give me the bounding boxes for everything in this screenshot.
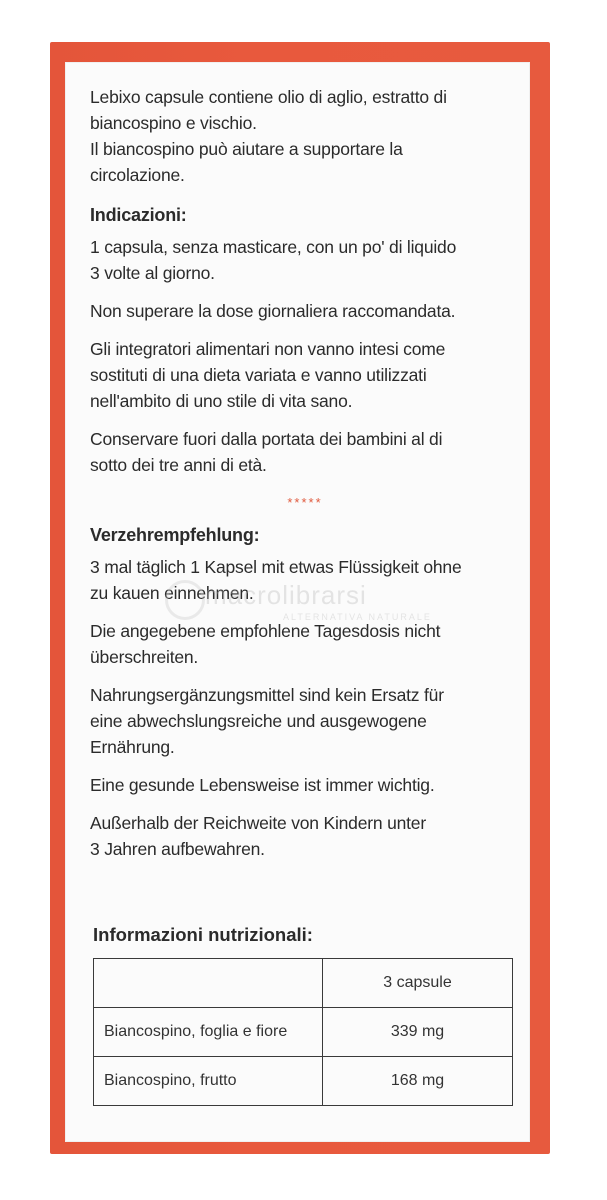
table-row [94, 1008, 513, 1057]
supplement-note-de: Nahrungsergänzungsmittel sind kein Ersatz für eine abwechslungsreiche und ausgewogene Ernährung. [90, 685, 444, 757]
warning-de: Die angegebene empfohlene Tagesdosis nicht überschreiten. [90, 621, 441, 667]
separator-stars: ***** [287, 495, 323, 510]
ingredient-amount: 168 mg [323, 1057, 513, 1106]
ingredient-name: Biancospino, frutto [94, 1057, 323, 1106]
ingredient-amount: 339 mg [323, 1008, 513, 1057]
storage-it: Conservare fuori dalla portata dei bambini al di sotto dei tre anni di età. [90, 429, 443, 475]
table-header-row [94, 959, 513, 1008]
warning-it: Non superare la dose giornaliera raccomandata. [90, 301, 456, 321]
verzehrempfehlung-heading: Verzehrempfehlung: [90, 525, 260, 545]
watermark-sub: ALTERNATIVA NATURALE [283, 612, 432, 622]
watermark-main: macrolibrarsi [205, 580, 367, 610]
dosage-it: 1 capsula, senza masticare, con un po' di liquido 3 volte al giorno. [90, 237, 457, 283]
indications-heading: Indicazioni: [90, 205, 187, 225]
storage-de: Außerhalb der Reichweite von Kindern unter 3 Jahren aufbewahren. [90, 813, 426, 859]
supplement-note-it: Gli integratori alimentari non vanno intesi come sostituti di una dieta variata e vanno utilizzati nell'ambito di uno stile di vita sano. [90, 339, 446, 411]
ingredient-name: Biancospino, foglia e fiore [94, 1008, 323, 1057]
header-cell-empty [94, 959, 323, 1008]
lifestyle-de: Eine gesunde Lebensweise ist immer wichtig. [90, 775, 435, 795]
intro-text: Lebixo capsule contiene olio di aglio, estratto di biancospino e vischio. Il biancospino può aiutare a supportare la circolazione. [90, 87, 447, 185]
label-text [90, 84, 520, 874]
nutrition-title: Informazioni nutrizionali: [93, 924, 313, 945]
dosage-de: 3 mal täglich 1 Kapsel mit etwas Flüssigkeit ohne zu kauen einnehmen. [90, 557, 462, 603]
nutrition-table [93, 958, 513, 1106]
header-cell-quantity: 3 capsule [323, 959, 513, 1008]
table-row [94, 1057, 513, 1106]
